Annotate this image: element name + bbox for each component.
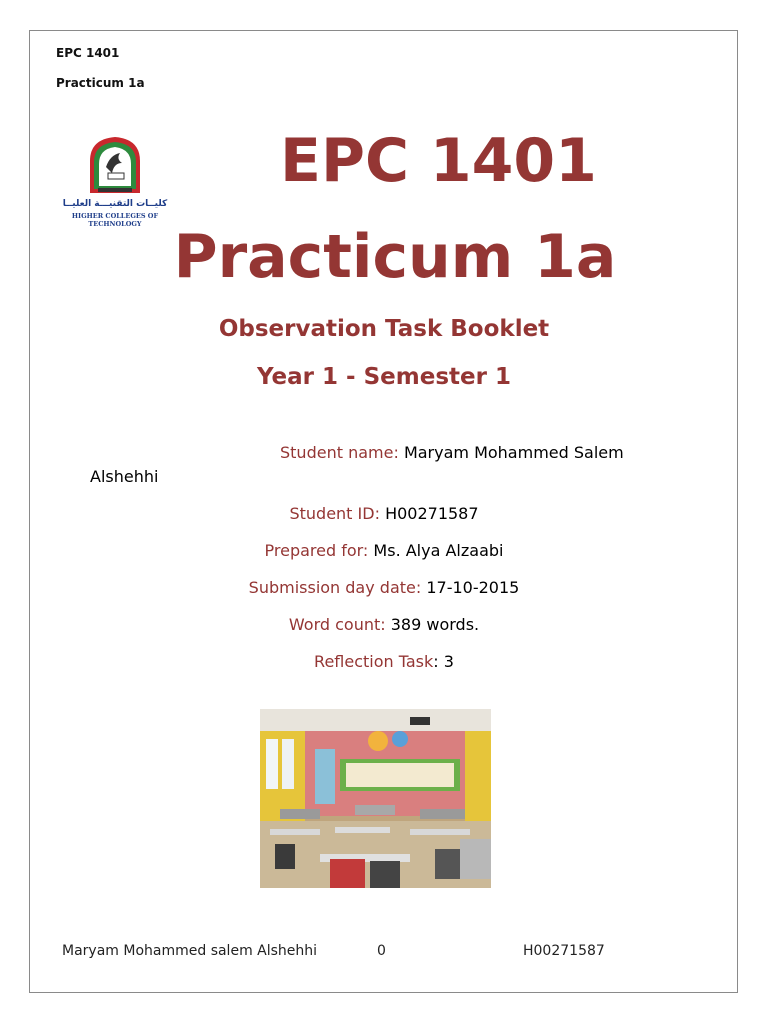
subtitle-year: Year 1 - Semester 1 (257, 364, 511, 390)
student-id-label: Student ID: (289, 504, 380, 523)
logo-english-text: HIGHER COLLEGES OF TECHNOLOGY (71, 212, 159, 228)
header-course-sub: Practicum 1a (56, 76, 145, 90)
submission-value: 17-10-2015 (426, 578, 520, 597)
student-id-line (0, 504, 768, 523)
reflection-label: Reflection Task (314, 652, 434, 671)
footer-id: H00271587 (523, 943, 605, 959)
student-name-label: Student name: (280, 443, 399, 462)
hct-logo (50, 133, 180, 228)
classroom-photo (260, 709, 491, 888)
reflection-value: : 3 (433, 652, 454, 671)
submission-label: Submission day date: (248, 578, 422, 597)
student-name-line (280, 443, 624, 462)
reflection-line (0, 652, 768, 671)
header-course: EPC 1401 (56, 46, 120, 60)
footer-page-number: 0 (377, 943, 386, 959)
prepared-line (0, 541, 768, 560)
student-id-value: H00271587 (385, 504, 479, 523)
hct-emblem-icon (50, 133, 180, 199)
word-count-label: Word count: (288, 615, 386, 634)
title-practicum: Practicum 1a (173, 222, 617, 292)
prepared-value: Ms. Alya Alzaabi (373, 541, 504, 560)
footer-name: Maryam Mohammed salem Alshehhi (62, 943, 318, 959)
student-name-value: Maryam Mohammed Salem (403, 443, 624, 462)
prepared-label: Prepared for: (264, 541, 369, 560)
word-count-value: 389 words. (390, 615, 480, 634)
logo-arabic-text: كليــات التقنيـــة العليــا (62, 199, 168, 209)
title-course: EPC 1401 (280, 126, 597, 196)
subtitle-booklet: Observation Task Booklet (218, 316, 550, 342)
student-name-cont: Alshehhi (90, 467, 159, 486)
word-count-line (0, 615, 768, 634)
submission-line (0, 578, 768, 597)
